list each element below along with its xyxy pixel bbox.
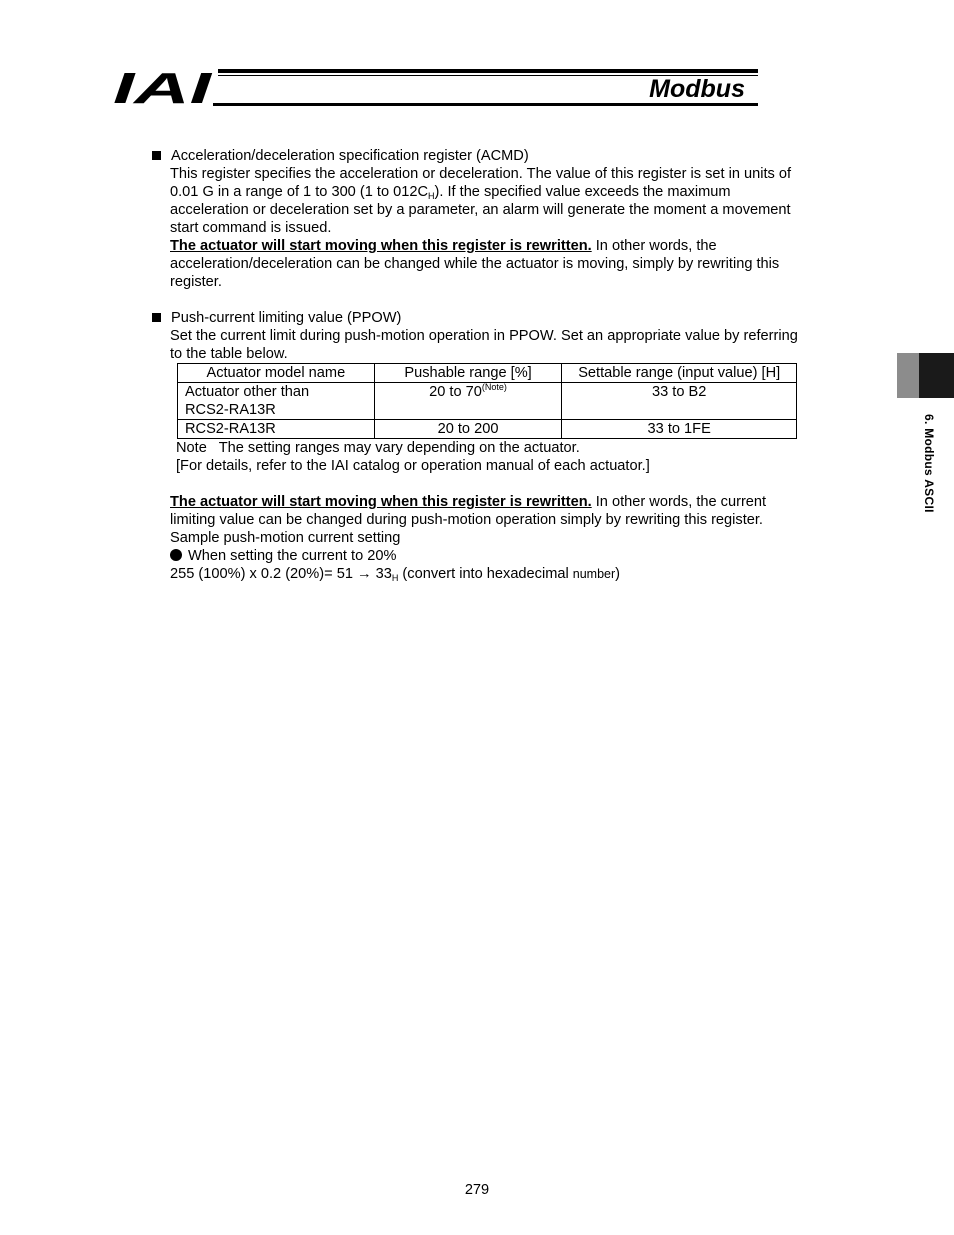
circle-bullet-icon [170, 549, 182, 561]
iai-logo [113, 68, 213, 106]
ppow-heading: Push-current limiting value (PPOW) [152, 309, 847, 327]
document-body [152, 147, 847, 583]
table-row [178, 420, 797, 439]
page-number: 279 [464, 1182, 490, 1198]
table-header-cell: Settable range (input value) [H] [562, 364, 797, 383]
ppow-paragraph: Set the current limit during push-motion operation in PPOW. Set an appropriate value by referring to the table below. [170, 328, 798, 362]
square-bullet-icon [152, 313, 161, 322]
acmd-emphasis: The actuator will start moving when this register is rewritten. [170, 238, 592, 254]
table-cell-model: RCS2-RA13R [178, 420, 375, 439]
table-row [178, 383, 797, 420]
push-range-table [177, 363, 797, 439]
acmd-paragraph: This register specifies the acceleration or deceleration. The value of this register is set in units of 0.01 G in a range of 1 to 300 (1 to $012C_H$). If the specified value exceeds the maximum acceleration or deceleration set by a parameter, an alarm will generate the moment a movement start command is issued. The actuator will start moving when this register is rewritten. In other words, the acceleration/deceleration can be changed while the actuator is moving, simply by rewriting this register. [170, 166, 792, 290]
side-tab-label: 6. Modbus ASCII [922, 414, 936, 513]
header-rule-top [218, 69, 758, 73]
sample-title: Sample push-motion current setting [170, 530, 401, 546]
acmd-heading: Acceleration/deceleration specification register (ACMD) [152, 147, 847, 165]
table-cell-pushable: 20 to $70^{(Note)}$ [374, 383, 562, 420]
table-cell-model: Actuator other than RCS2-RA13R [178, 383, 375, 420]
table-header-row [178, 364, 797, 383]
square-bullet-icon [152, 151, 161, 160]
table-cell-pushable: 20 to 200 [374, 420, 562, 439]
table-header-cell: Actuator model name [178, 364, 375, 383]
side-tab-light [897, 353, 919, 398]
sample-calculation: 255 (100%) x 0.2 $(20\%)= 51 \to 33_H$ (convert into hexadecimal number) [170, 566, 621, 583]
table-header-cell: Pushable range [%] [374, 364, 562, 383]
table-cell-settable: 33 to B2 [562, 383, 797, 420]
side-tab-dark [919, 353, 954, 398]
table-cell-settable: 33 to 1FE [562, 420, 797, 439]
page-title: Modbus [649, 75, 745, 103]
ppow-emphasis: The actuator will start moving when this register is rewritten. [170, 494, 592, 510]
logo-text: IAI [113, 68, 213, 106]
table-note: Note The setting ranges may vary depending on the actuator. [For details, refer to the IAI catalog or operation manual of each actuator.] [176, 440, 650, 474]
sample-bullet: When setting the current to 20% [170, 547, 847, 565]
ppow-paragraph-2: The actuator will start moving when this register is rewritten. In other words, the current limiting value can be changed during push-motion operation simply by rewriting this register. Sample push-motion current setting When setting the current to 20% 255 (100%) x 0.2 $(20\%)= 51 \to 33_H$ (convert into hexadecimal number) [152, 493, 847, 583]
